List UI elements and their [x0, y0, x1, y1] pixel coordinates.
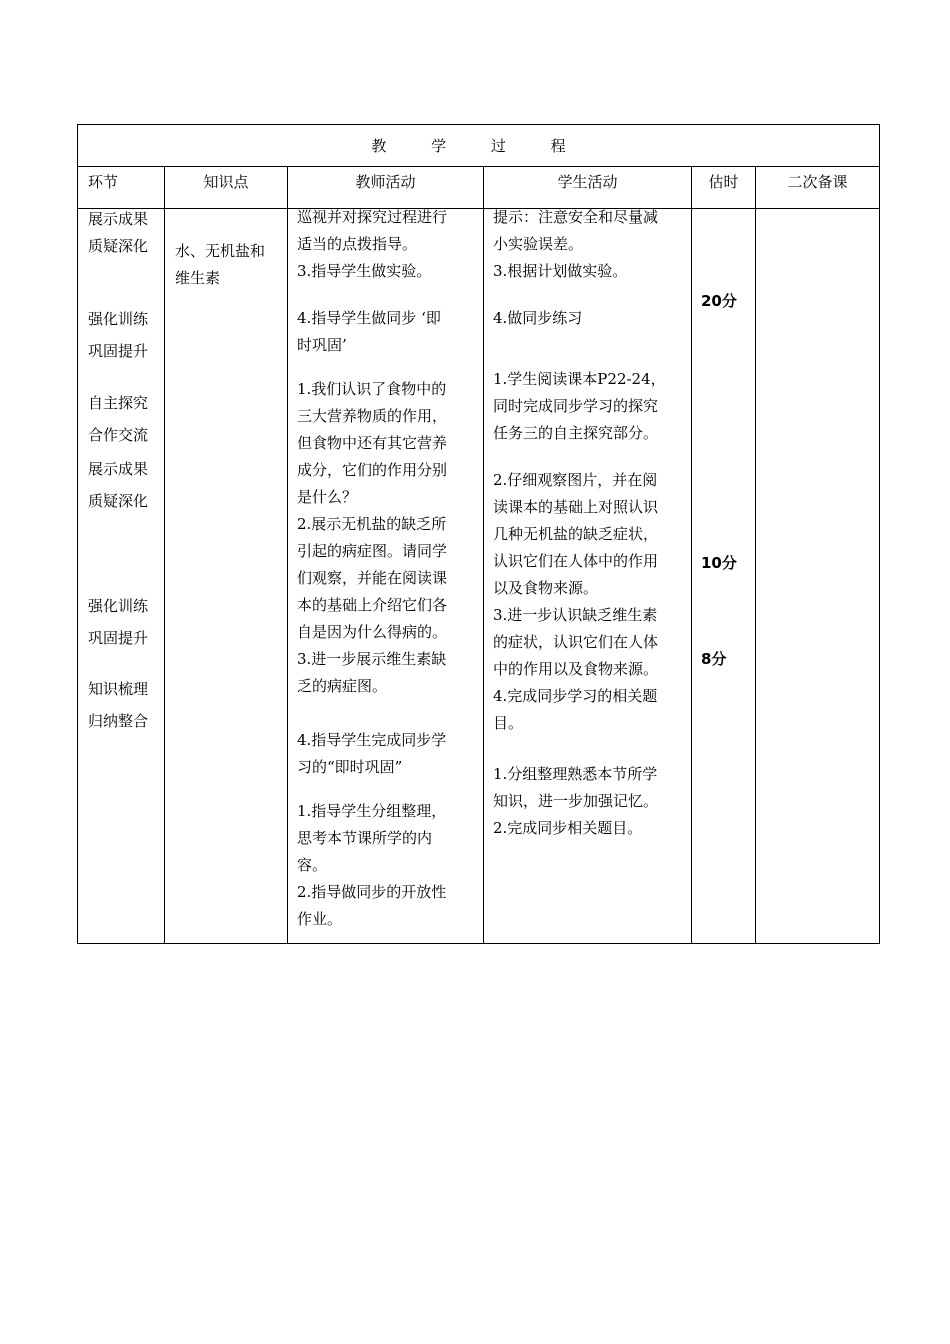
student-activity-cell: [484, 209, 692, 944]
stage-line: 强化训练: [88, 597, 149, 615]
student-block: [493, 204, 658, 285]
student-line: 同时完成同步学习的探究: [493, 397, 659, 415]
teacher-line: 容。: [297, 856, 328, 874]
student-block: [493, 467, 658, 737]
teacher-line: 们观察，并能在阅读课: [297, 569, 448, 587]
stage-line: 自主探究: [88, 394, 149, 412]
table-title: 教 学 过 程: [78, 125, 880, 167]
student-line: 几种无机盐的缺乏症状，: [493, 525, 659, 543]
teacher-block: [297, 727, 446, 781]
header-knowledge: 知识点: [165, 167, 288, 209]
stage-cell: [78, 209, 165, 944]
teacher-block: [297, 376, 447, 700]
teaching-process-table: [77, 124, 880, 944]
student-line: 1.学生阅读课本P22-24，: [493, 370, 666, 388]
student-line: 小实验误差。: [493, 235, 584, 253]
header-teacher-activity: 教师活动: [288, 167, 484, 209]
table-title-row: [78, 125, 880, 167]
stage-line: 质疑深化: [88, 237, 149, 255]
stage-line: 巩固提升: [88, 629, 149, 647]
time-estimate: 10分: [701, 554, 737, 572]
stage-block: [88, 676, 148, 735]
teacher-line: 作业。: [297, 910, 343, 928]
student-line: 2.完成同步相关题目。: [493, 819, 643, 837]
teacher-line: 习的“即时巩固”: [297, 758, 403, 776]
student-line: 1.分组整理熟悉本节所学: [493, 765, 658, 783]
teacher-line: 2.展示无机盐的缺乏所: [297, 515, 447, 533]
student-block: [493, 761, 658, 842]
teacher-line: 乏的病症图。: [297, 677, 388, 695]
teacher-line: 3.进一步展示维生素缺: [297, 650, 447, 668]
header-time: 估时: [692, 167, 756, 209]
stage-line: 合作交流: [88, 426, 149, 444]
student-block: [493, 366, 666, 447]
student-line: 2.仔细观察图片，并在阅: [493, 471, 658, 489]
student-block: [493, 305, 582, 332]
teacher-line: 成分，它们的作用分别: [297, 461, 448, 479]
knowledge-line: 维生素: [175, 269, 221, 287]
second-prep-cell: [756, 209, 880, 944]
teacher-line: 3.指导学生做实验。: [297, 262, 432, 280]
stage-line: 巩固提升: [88, 342, 149, 360]
teacher-line: 1.我们认识了食物中的: [297, 380, 447, 398]
teacher-line: 本的基础上介绍它们各: [297, 596, 448, 614]
teacher-line: 三大营养物质的作用，: [297, 407, 448, 425]
stage-line: 展示成果: [88, 210, 149, 228]
teacher-line: 引起的病症图。请同学: [297, 542, 448, 560]
teacher-line: 2.指导做同步的开放性: [297, 883, 447, 901]
student-line: 的症状，认识它们在人体: [493, 633, 659, 651]
student-line: 提示：注意安全和尽量减: [493, 208, 659, 226]
time-cell: [692, 209, 756, 944]
student-line: 4.做同步练习: [493, 309, 583, 327]
student-line: 任务三的自主探究部分。: [493, 424, 659, 442]
stage-line: 质疑深化: [88, 492, 149, 510]
stage-block: [88, 390, 148, 449]
student-line: 认识它们在人体中的作用: [493, 552, 659, 570]
teacher-block: [297, 305, 441, 359]
teacher-line: 但食物中还有其它营养: [297, 434, 448, 452]
teacher-line: 4.指导学生完成同步学: [297, 731, 447, 749]
stage-line: 展示成果: [88, 460, 149, 478]
teacher-activity-cell: [288, 209, 484, 944]
teacher-block: [297, 204, 447, 285]
header-student-activity: 学生活动: [484, 167, 692, 209]
student-line: 目。: [493, 714, 524, 732]
student-line: 读课本的基础上对照认识: [493, 498, 659, 516]
student-line: 以及食物来源。: [493, 579, 599, 597]
stage-block: [88, 593, 148, 652]
time-estimate: 20分: [701, 292, 737, 310]
student-line: 中的作用以及食物来源。: [493, 660, 659, 678]
teacher-line: 适当的点拨指导。: [297, 235, 418, 253]
time-estimate: 8分: [701, 650, 727, 668]
stage-block: [88, 306, 148, 365]
teacher-line: 思考本节课所学的内: [297, 829, 433, 847]
teacher-line: 1.指导学生分组整理，: [297, 802, 447, 820]
student-line: 知识，进一步加强记忆。: [493, 792, 659, 810]
teacher-line: 4.指导学生做同步 ‘即: [297, 309, 441, 327]
stage-line: 强化训练: [88, 310, 149, 328]
student-line: 3.进一步认识缺乏维生素: [493, 606, 658, 624]
student-line: 4.完成同步学习的相关题: [493, 687, 658, 705]
knowledge-block: [175, 238, 265, 292]
teacher-line: 是什么？: [297, 488, 358, 506]
teacher-line: 巡视并对探究过程进行: [297, 208, 448, 226]
knowledge-line: 水、无机盐和: [175, 242, 266, 260]
knowledge-cell: [165, 209, 288, 944]
stage-block: [88, 456, 148, 515]
stage-block: [88, 206, 148, 260]
stage-line: 归纳整合: [88, 712, 149, 730]
stage-line: 知识梳理: [88, 680, 149, 698]
student-line: 3.根据计划做实验。: [493, 262, 628, 280]
header-second-prep: 二次备课: [756, 167, 880, 209]
teacher-line: 自是因为什么得病的。: [297, 623, 448, 641]
table-body-row: [78, 209, 880, 944]
teacher-block: [297, 798, 446, 933]
header-stage: 环节: [78, 167, 165, 209]
table-header-row: [78, 167, 880, 209]
teacher-line: 时巩固’: [297, 336, 347, 354]
